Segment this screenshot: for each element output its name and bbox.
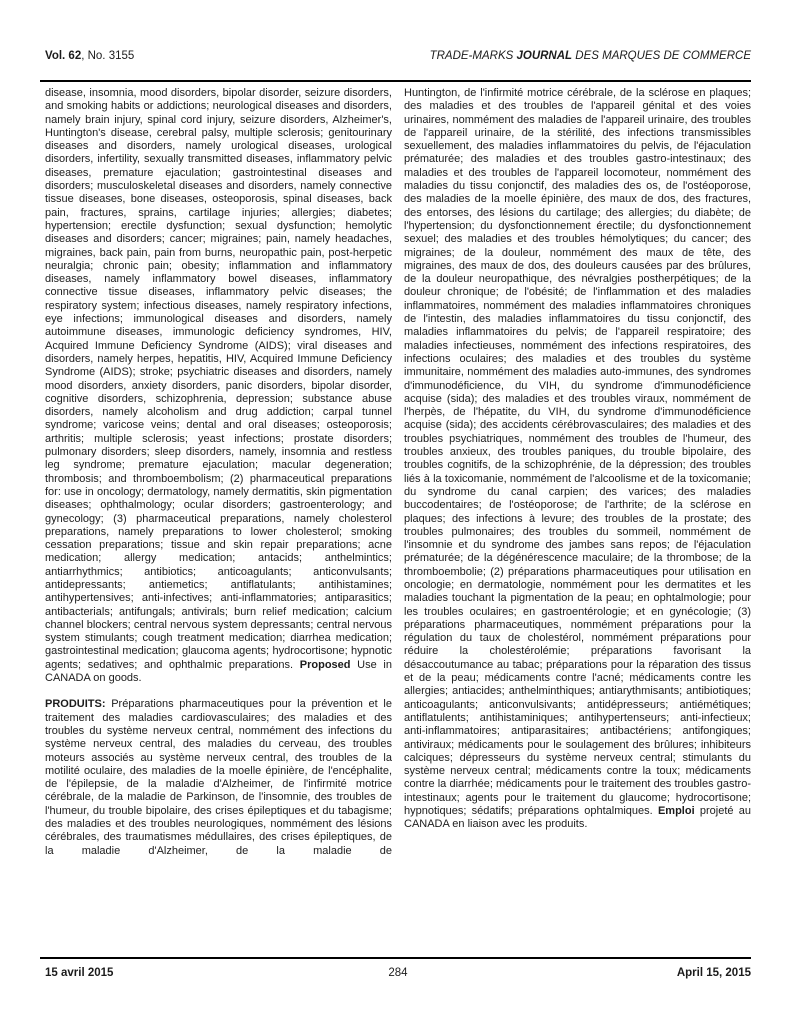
footer-date-fr: 15 avril 2015 bbox=[45, 967, 114, 979]
produits-continuation-paragraph bbox=[404, 87, 751, 832]
right-column bbox=[404, 87, 751, 858]
proposed-use-text: Use in CANADA on goods. bbox=[45, 658, 392, 685]
produits-paragraph bbox=[45, 698, 392, 858]
volume-number: Vol. 62 bbox=[45, 50, 82, 62]
header-divider bbox=[40, 80, 751, 82]
produits-label: PRODUITS: bbox=[45, 698, 106, 711]
journal-title-bold: JOURNAL bbox=[516, 50, 573, 62]
issue-number: , No. 3155 bbox=[81, 50, 135, 62]
produits-text-left: Préparations pharmaceutiques pour la prévention et le traitement des maladies cardiovasculaires; des maladies et des troubles du système nerveux central, nommément des infections du système nerveux central, des maladies du cerveau, des troubles moteurs associés au système nerveux central, des troubles de la motilité oculaire, des maladies de la moelle épinière, de l'encéphalite, de l'épilepsie, de la maladie d'Alzheimer, de l'infirmité motrice cérébrale, de la maladie de Parkinson, de l'insomnie, des troubles de l'humeur, du trouble bipolaire, des crises épileptiques et du tabagisme; des maladies et des troubles neurologiques, nommément des lésions cérébrales, des traumatismes médullaires, des crises épileptiques, de la maladie d'Alzheimer, de la maladie de bbox=[45, 698, 392, 857]
page-footer bbox=[45, 967, 751, 979]
journal-title bbox=[430, 50, 751, 62]
volume-label bbox=[45, 50, 134, 62]
emploi-label: Emploi bbox=[657, 805, 695, 818]
footer-date-en: April 15, 2015 bbox=[676, 967, 751, 979]
page-header bbox=[45, 50, 751, 62]
left-column bbox=[45, 87, 392, 858]
page-number: 284 bbox=[388, 967, 408, 979]
journal-title-en: TRADE-MARKS bbox=[429, 50, 517, 62]
journal-title-fr: DES MARQUES DE COMMERCE bbox=[572, 50, 751, 62]
produits-text-right: Huntington, de l'infirmité motrice cérébrale, de la sclérose en plaques; des maladies et des troubles de l'appareil génital et des voies urinaires, nommément des maladies de l'appareil urinaire, des troubles de l'appareil urinaire, de la stérilité, des infections transmissibles sexuellement, des maladies inflammatoires du pelvis, de l'éjaculation prématurée; des maladies et des troubles gastro-intestinaux; des maladies et des troubles de l'appareil locomoteur, nommément des maladies du tissu conjonctif, des maladies des os, de l'ostéoporose, des maladies de la moelle épinière, des maux de dos, des fractures, des entorses, des lésions du cartilage; des allergies; du diabète; de l'hypertension; du dysfonctionnement érectile; du dysfonctionnement sexuel; des maladies et des troubles hémolytiques; du cancer; des migraines; de la douleur, nommément des maux de tête, des migraines, des maux de dos, des douleurs causées par des brûlures, de la douleur neuropathique, des névralgies postherpétiques; de la douleur chronique; de l'obésité; de l'inflammation et des maladies inflammatoires, nommément des maladies inflammatoires chroniques de l'intestin, des maladies inflammatoires du tissu conjonctif, des maladies inflammatoires du pelvis; de l'appareil respiratoire; des maladies infectieuses, nommément des infections respiratoires, des infections oculaires; des maladies et des troubles du système immunitaire, nommément des maladies auto-immunes, des syndromes d'immunodéficience, du VIH, du syndrome d'immunodéficience acquise (sida); des maladies et des troubles viraux, nommément de l'herpès, de l'hépatite, du VIH, du syndrome d'immunodéficience acquise (sida); des accidents cérébrovasculaires; des maladies et des troubles psychiatriques, nommément des troubles de l'humeur, des troubles anxieux, des troubles paniques, du trouble bipolaire, des troubles cognitifs, de la schizophrénie, de la dépression; des troubles liés à la toxicomanie, nommément de l'alcoolisme et de la toxicomanie; du syndrome du canal carpien; des varices; des maladies buccodentaires; de l'ostéoporose; de l'arthrite; de la sclérose en plaques; des infections à levure; des troubles de la prostate; des troubles pulmonaires; des troubles du sommeil, nommément de l'insomnie et du syndrome des jambes sans repos; de l'éjaculation prématurée; de la dégénérescence maculaire; de la thrombose; de la thromboembolie; (2) préparations pharmaceutiques pour utilisation en oncologie; en dermatologie, nommément pour les dermatites et les maladies touchant la pigmentation de la peau; en ophtalmologie; pour les troubles oculaires; en gastroentérologie; et en gynécologie; (3) préparations pharmaceutiques, nommément préparations pour la régulation du taux de cholestérol, nommément préparations pour réduire la cholestérolémie; préparations favorisant la désaccoutumance au tabac; préparations pour la réparation des tissus et de la peau; médicaments contre l'acné; médicaments contre les allergies; antiacides; anthelminthiques; antiarythmisants; antibiotiques; anticoagulants; anticonvulsivants; antidépresseurs; antiémétiques; antiflatulents; antihistaminiques; antihypertenseurs; anti-infectieux; anti-inflammatoires; antiparasitaires; antibactériens; antifongiques; antiviraux; médicaments pour le soulagement des brûlures; inhibiteurs calciques; dépresseurs du système nerveux central; stimulants du système nerveux central; médicaments contre la toux; médicaments contre la diarrhée; médicaments pour le traitement des troubles gastro-intestinaux; agents pour le traitement du glaucome; hydrocortisone; hypnotiques; sédatifs; préparations ophtalmiques. bbox=[404, 87, 751, 818]
page-content bbox=[45, 87, 751, 858]
goods-text: disease, insomnia, mood disorders, bipolar disorder, seizure disorders, and smoking habits or addictions; neurological diseases and disorders, namely brain injury, spinal cord injury, seizure disorders, Alzheimer's, Huntington's disease, cerebral palsy, multiple sclerosis; genitourinary diseases and disorders, namely urological diseases, urological disorders, infertility, sexually transmitted diseases, inflammatory pelvic diseases, premature ejaculation; gastrointestinal diseases and disorders; musculoskeletal diseases and disorders, namely connective tissue diseases, bone diseases, osteoporosis, spinal diseases, back pain, fractures, sprains, cartilage injuries; allergies; diabetes; hypertension; erectile dysfunction; sexual dysfunction; hemolytic diseases and disorders; cancer; migraines; pain, namely headaches, migraines, back pain, pain from burns, neuropathic pain, post-herpetic neuralgia; chronic pain; obesity; inflammation and inflammatory diseases, namely inflammatory bowel diseases, inflammatory connective tissue diseases, inflammatory pelvic diseases; the respiratory system; infectious diseases, namely respiratory infections, eye infections; immunological diseases and disorders, namely autoimmune diseases, immunologic deficiency syndromes, HIV, Acquired Immune Deficiency Syndrome (AIDS); viral diseases and disorders, namely herpes, hepatitis, HIV, Acquired Immune Deficiency Syndrome (AIDS); stroke; psychiatric diseases and disorders, namely mood disorders, anxiety disorders, panic disorders, bipolar disorder, cognitive disorders, schizophrenia, depression; substance abuse disorders, namely alcoholism and drug addiction; carpal tunnel syndrome; varicose veins; dental and oral diseases; osteoporosis; arthritis; multiple sclerosis; yeast infections; prostate disorders; pulmonary disorders; sleep disorders, namely, insomnia and restless leg syndrome; premature ejaculation; macular degeneration; thrombosis; and thromboembolism; (2) pharmaceutical preparations for: use in oncology; dermatology, namely dermatitis, skin pigmentation diseases; ophthalmology; ocular disorders; gastroenterology; and gynecology; (3) pharmaceutical preparations, namely cholesterol preparations, namely preparations to lower cholesterol; smoking cessation preparations; tissue and skin repair preparations; acne medication; allergy medication; antacids; anthelmintics; antiarrhythmics; antibiotics; anticoagulants; anticonvulsants; antidepressants; antiemetics; antiflatulants; antihistamines; antihypertensives; anti-infectives; anti-inflammatories; antiparasitics; antibacterials; antifungals; antivirals; burn relief medication; calcium channel blockers; central nervous system depressants; central nervous system stimulants; cough treatment medication; diarrhea medication; gastrointestinal medication; glaucoma agents; hydrocortisone; hypnotic agents; sedatives; and ophthalmic preparations. bbox=[45, 87, 392, 671]
proposed-use-label: Proposed bbox=[299, 658, 351, 671]
emploi-text: projeté au CANADA en liaison avec les produits. bbox=[404, 805, 751, 831]
footer-divider bbox=[40, 957, 751, 959]
goods-paragraph bbox=[45, 87, 392, 685]
